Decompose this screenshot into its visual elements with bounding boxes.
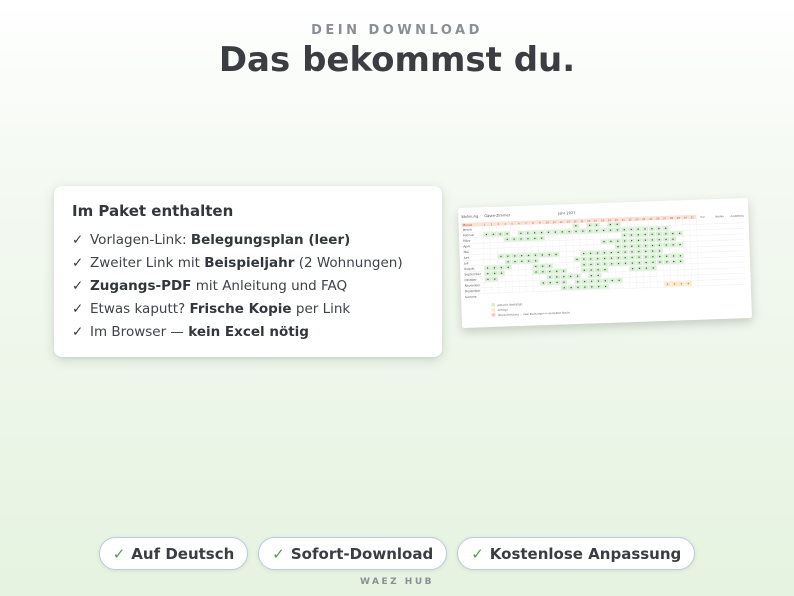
preview-legend-swatch — [491, 303, 495, 307]
feature-highlight: Belegungsplan (leer) — [190, 232, 351, 248]
preview-label: Monat — [462, 222, 473, 228]
preview-day-number: 13 — [566, 220, 570, 224]
preview-col-line — [676, 216, 678, 287]
preview-month-label: März — [463, 238, 471, 243]
pill-german — [99, 537, 249, 570]
check-icon: ✓ — [72, 301, 84, 317]
preview-legend-swatch — [492, 313, 496, 317]
pill-label: Kostenlose Anpassung — [489, 544, 682, 563]
preview-day-number: 22 — [628, 218, 632, 222]
preview-day-number: 28 — [669, 216, 674, 221]
eyebrow-label: DEIN DOWNLOAD — [311, 23, 483, 38]
preview-month-label: August — [464, 266, 475, 271]
preview-label: Nächte — [715, 215, 725, 219]
feature-text: Zweiter Link mit — [90, 255, 205, 271]
preview-day-number: 12 — [559, 220, 563, 224]
check-icon: ✓ — [72, 278, 84, 294]
preview-day-number: 4 — [504, 222, 507, 226]
preview-month-label: Juni — [463, 255, 470, 260]
feature-highlight: kein Excel nötig — [188, 324, 309, 340]
preview-month-label: November — [464, 283, 481, 288]
preview-col-line — [669, 216, 671, 287]
preview-day-number: 21 — [621, 218, 625, 222]
preview-legend-swatch — [492, 308, 496, 312]
card-title: Im Paket enthalten — [72, 202, 234, 220]
preview-month-label: Mai — [463, 249, 469, 255]
preview-label: Summe — [465, 294, 477, 300]
feature-item — [72, 275, 424, 298]
preview-label: Wohnung — [461, 214, 479, 219]
preview-day-number: 16 — [587, 219, 591, 223]
preview-legend-text: gebucht (bestätigt) — [497, 303, 523, 307]
preview-month-label: Juli — [463, 261, 469, 266]
package-contents-card — [54, 186, 442, 357]
preview-month-label: April — [463, 244, 471, 249]
preview-day-number: 5 — [511, 222, 513, 226]
footer-brand: WAEZ HUB — [360, 577, 434, 587]
preview-label: Gäste-Zimmer — [484, 213, 511, 219]
check-icon: ✓ — [272, 544, 285, 563]
pill-label: Auf Deutsch — [131, 544, 235, 563]
preview-day-number: 31 — [690, 216, 694, 220]
preview-day-number: 10 — [545, 221, 549, 225]
preview-month-label: Februar — [462, 232, 475, 238]
check-icon: ✓ — [72, 232, 84, 248]
preview-day-number: 20 — [614, 218, 618, 222]
feature-text: Vorlagen-Link: — [90, 232, 191, 248]
check-icon: ✓ — [471, 544, 484, 563]
preview-col-line — [682, 215, 684, 286]
preview-day-number: 11 — [552, 220, 556, 225]
preview-day-number: 27 — [663, 217, 667, 221]
preview-day-number: 23 — [635, 218, 639, 222]
preview-month-label: Januar — [462, 227, 473, 232]
preview-day-number: 17 — [594, 219, 598, 223]
preview-day-number: 25 — [649, 217, 653, 221]
preview-month-label: Oktober — [464, 277, 477, 283]
feature-text: mit Anleitung und FAQ — [191, 278, 348, 294]
feature-text: (2 Wohnungen) — [294, 255, 403, 271]
preview-legend-text: Überschneidung — zwei Buchungen in derselben Nacht — [497, 311, 570, 317]
feature-item — [72, 229, 424, 252]
preview-day-number: 8 — [532, 221, 534, 225]
preview-day-number: 9 — [538, 221, 541, 225]
preview-day-number: 29 — [676, 216, 680, 220]
preview-day-number: 18 — [600, 219, 605, 223]
preview-month-label: September — [464, 271, 481, 277]
preview-day-number: 1 — [483, 223, 486, 227]
preview-day-number: 7 — [525, 222, 527, 226]
preview-month-label: Dezember — [464, 288, 481, 294]
feature-item — [72, 252, 424, 275]
spreadsheet-preview-svg — [458, 198, 752, 328]
preview-legend-text: Anfrage — [497, 308, 508, 312]
preview-day-number: 24 — [642, 217, 646, 221]
feature-item — [72, 298, 424, 321]
preview-col-line — [689, 215, 691, 286]
preview-col-line — [696, 215, 698, 286]
preview-label: Jahr 2027 — [558, 210, 576, 216]
feature-text: Etwas kaputt? — [90, 301, 190, 317]
feature-list — [72, 229, 424, 344]
feature-text: Im Browser — — [90, 324, 189, 340]
preview-day-number: 6 — [518, 222, 520, 226]
feature-highlight: Frische Kopie — [189, 301, 292, 317]
preview-day-number: 30 — [683, 216, 687, 220]
preview-day-number: 26 — [656, 217, 660, 221]
check-icon: ✓ — [112, 544, 126, 563]
preview-label: Auslastung — [730, 214, 744, 218]
check-icon: ✓ — [72, 255, 84, 271]
spreadsheet-preview-image — [458, 198, 752, 328]
preview-day-number: 3 — [497, 222, 500, 227]
preview-label: Frei — [700, 215, 705, 219]
preview-day-number: 2 — [490, 223, 493, 227]
preview-day-number: 19 — [607, 219, 612, 223]
feature-item — [72, 321, 424, 344]
pill-free-customization — [457, 537, 695, 570]
page-title: Das bekommst du. — [218, 40, 576, 80]
feature-pills — [0, 537, 794, 570]
pill-label: Sofort-Download — [290, 544, 434, 563]
check-icon: ✓ — [72, 324, 84, 340]
preview-day-number: 15 — [580, 220, 584, 224]
feature-highlight: Beispieljahr — [204, 255, 295, 271]
preview-day-number: 14 — [573, 220, 577, 224]
feature-highlight: Zugangs-PDF — [90, 278, 192, 294]
pill-instant-download — [258, 537, 447, 570]
feature-text: per Link — [291, 301, 351, 317]
